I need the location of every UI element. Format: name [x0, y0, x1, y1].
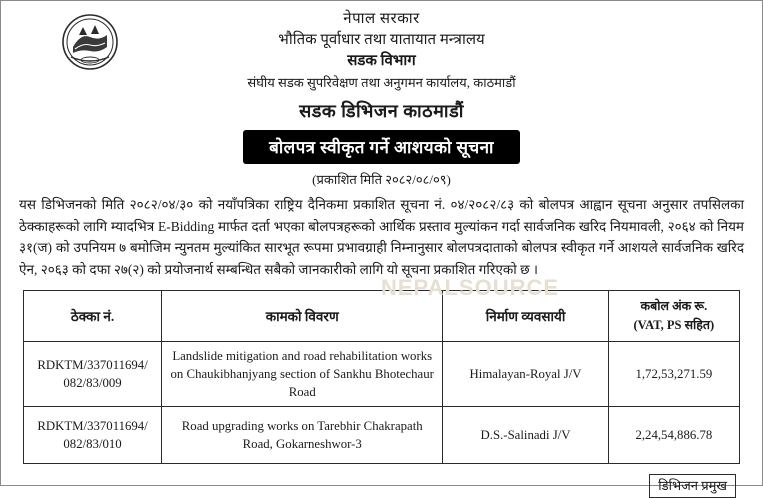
nepal-government-emblem-icon: [61, 13, 119, 71]
document-footer: [1, 474, 736, 498]
table-row: [24, 407, 740, 464]
table-header: [24, 291, 740, 342]
th-amount: [608, 291, 739, 342]
notice-body-paragraph: यस डिभिजनको मिति २०८२/०४/३० को नयाँपत्रिका राष्ट्रिय दैनिकमा प्रकाशित सूचना नं. ०४/२०८२/८३ को बोलपत्र आह्वान सूचना अनुसार तपसिलका ठेक्काहरूको लागि म्यादभित्र E-Bidding मार्फत दर्ता भएका बोलपत्रहरूको आर्थिक प्रस्ताव मुल्यांकन गर्दा सार्वजनिक खरिद नियमावली, २०६४ को नियम ३१(ज) को उपनियम ७ बमोजिम न्युनतम मुल्यांकित सारभूत रूपमा प्रभावग्राही निम्नानुसार बोलपत्रदाताको बोलपत्र स्वीकृत गर्ने आशयले सार्वजनिक खरिद ऐन, २०६३ को दफा २७(२) को प्रयोजनार्थ सम्बन्धित सबैको जानकारीको लागि यो सूचना प्रकाशित गरिएको छ ।: [19, 197, 744, 277]
notice-table-wrap: [23, 290, 740, 464]
cell-amount: 1,72,53,271.59: [608, 342, 739, 407]
watermark-text: NEPALSOURCE: [381, 275, 560, 300]
publication-date: (प्रकाशित मिति २०८२/०८/०९): [312, 172, 451, 187]
cell-description: Road upgrading works on Tarebhir Chakrapath Road, Gokarneshwor-3: [162, 407, 443, 464]
signature-designation: डिभिजन प्रमुख: [649, 474, 736, 498]
th-amount-line2: (VAT, PS सहित): [633, 318, 715, 332]
department-name: सडक विभाग: [347, 53, 416, 69]
notice-banner: बोलपत्र स्वीकृत गर्ने आशयको सूचना: [243, 130, 520, 164]
cell-contractor: D.S.-Salinadi J/V: [443, 407, 608, 464]
ministry-name: भौतिक पूर्वाधार तथा यातायात मन्त्रालय: [278, 32, 485, 48]
cell-description: Landslide mitigation and road rehabilitation works on Chaukibhanjyang section of Sankhu Bhotechaur Road: [162, 342, 443, 407]
cell-contractor: Himalayan-Royal J/V: [443, 342, 608, 407]
table-body: [24, 342, 740, 464]
table-row: [24, 342, 740, 407]
table-header-row: [24, 291, 740, 342]
th-description: कामको विवरण: [162, 291, 443, 342]
accepted-bids-table: [23, 290, 740, 464]
th-amount-line1: कबोल अंक रू.: [640, 299, 708, 313]
cell-contract-no: RDKTM/337011694/ 082/83/010: [24, 407, 162, 464]
cell-contract-no: RDKTM/337011694/ 082/83/009: [24, 342, 162, 407]
office-name: संघीय सडक सुपरिवेक्षण तथा अनुगमन कार्यालय, काठमाडौं: [247, 75, 516, 90]
th-contract-no: ठेक्का नं.: [24, 291, 162, 342]
division-title: सडक डिभिजन काठमाडौं: [299, 101, 464, 121]
th-contractor: निर्माण व्यवसायी: [443, 291, 608, 342]
document-header: [1, 1, 762, 124]
cell-amount: 2,24,54,886.78: [608, 407, 739, 464]
notice-banner-wrap: [1, 130, 762, 164]
government-name: नेपाल सरकार: [343, 11, 420, 27]
